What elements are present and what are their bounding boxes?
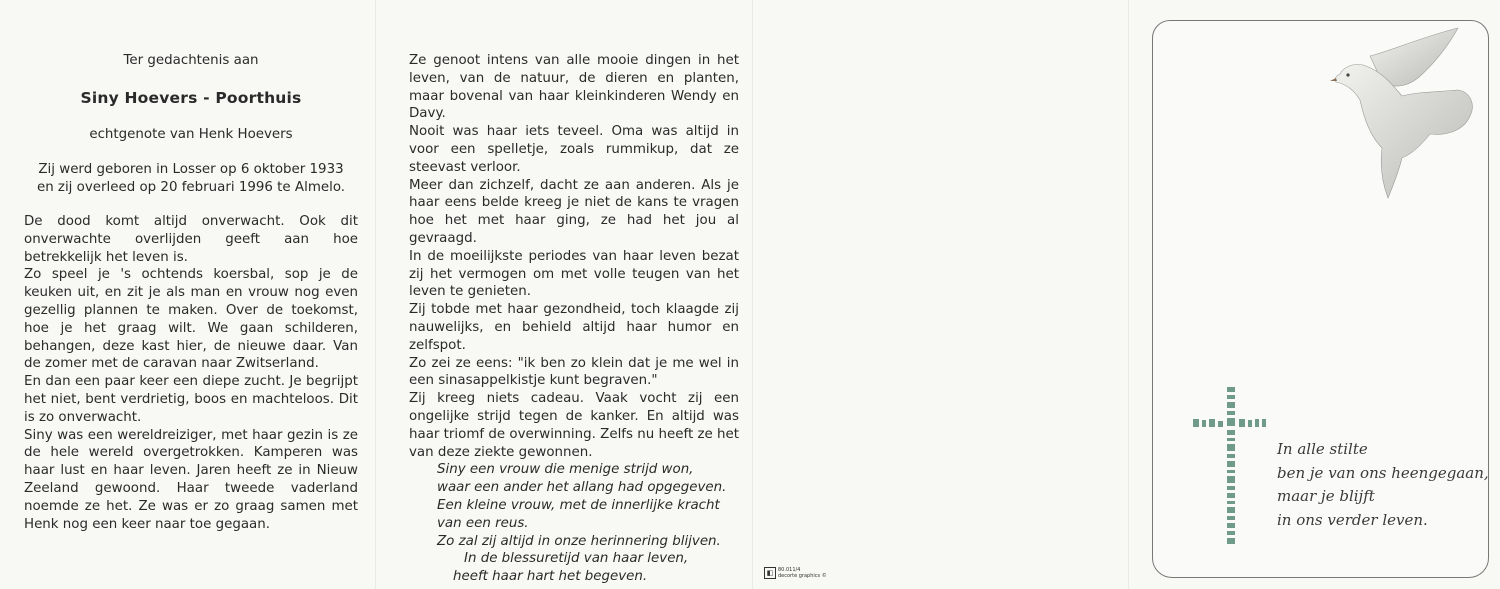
poem-line: waar een ander het allang had opgegeven. bbox=[437, 480, 727, 496]
printer-code: 80.011/4 bbox=[778, 567, 801, 573]
poem-line: Een kleine vrouw, met de innerlijke kracht bbox=[437, 497, 720, 513]
memorial-heading: Ter gedachtenis aan bbox=[123, 53, 259, 68]
cross-icon bbox=[1193, 387, 1273, 547]
fold-line bbox=[375, 0, 376, 589]
paragraph: Siny was een wereldreiziger, met haar gezin is ze de hele wereld overgetrokken. Kamperen was haar lust en haar leven. Jaren heeft ze in Nieuw Zeeland gewoond. Haar tweede vaderland noemde ze het. Ze was er zo graag samen met Henk nog een keer naar toe gegaan. bbox=[24, 427, 358, 532]
life-dates bbox=[24, 161, 358, 197]
poem-line: In de blessuretijd van haar leven, bbox=[464, 551, 689, 567]
fold-line bbox=[752, 0, 753, 589]
poem-line: heeft haar hart het begeven. bbox=[453, 569, 648, 585]
poem-line: Siny een vrouw die menige strijd won, bbox=[437, 462, 694, 478]
deceased-name: Siny Hoevers - Poorthuis bbox=[80, 88, 302, 107]
verse-line: maar je blijft bbox=[1277, 487, 1375, 505]
printer-logo-icon: ◧ bbox=[764, 567, 776, 579]
card-verse bbox=[1277, 438, 1489, 532]
death-line: en zij overleed op 20 februari 1996 te Almelo. bbox=[36, 180, 346, 196]
verse-line: in ons verder leven. bbox=[1277, 510, 1428, 529]
paragraph: Zij kreeg niets cadeau. Vaak vocht zij een ongelijke strijd tegen de kanker. En altijd was haar triomf de overwinning. Zelfs nu heeft ze het van deze ziekte gewonnen. bbox=[409, 391, 739, 460]
paragraph: Ze genoot intens van alle mooie dingen in het leven, van de natuur, de dieren en planten, maar bovenal van haar kleinkinderen Wendy en Davy. bbox=[409, 53, 739, 122]
paragraph: Zo speel je 's ochtends koersbal, sop je de keuken uit, en zit je als man en vrouw nog even gezellig plannen te maken. Over de toekomst, hoe je het graag wilt. We gaan schilderen, behangen, deze kast hier, de nieuwe daar. Van de zomer met de caravan naar Zwitserland. bbox=[24, 267, 358, 372]
spouse-line: echtgenote van Henk Hoevers bbox=[89, 126, 293, 142]
poem-line: van een reus. bbox=[437, 515, 529, 531]
paragraph: Zij tobde met haar gezondheid, toch klaagde zij nauwelijks, en behield altijd haar humor en zelfspot. bbox=[409, 302, 739, 353]
paragraph: In de moeilijkste periodes van haar leven bezat zij het vermogen om met volle teugen van het leven te genieten. bbox=[409, 248, 739, 300]
dove-icon bbox=[1330, 26, 1480, 206]
fold-line bbox=[1128, 0, 1129, 589]
poem bbox=[409, 461, 739, 586]
paragraph: Nooit was haar iets teveel. Oma was altijd in voor een spelletje, zoals rummikup, dat ze steevast verloor. bbox=[409, 124, 739, 175]
printer-logo bbox=[764, 567, 827, 579]
paragraph: Zo zei ze eens: "ik ben zo klein dat je me wel in een sinasappelkistje kunt begraven." bbox=[409, 355, 739, 389]
left-panel bbox=[24, 52, 358, 533]
verse-line: In alle stilte bbox=[1277, 440, 1368, 458]
poem-line: Zo zal zij altijd in onze herinnering blijven. bbox=[437, 533, 721, 549]
paragraph: De dood komt altijd onverwacht. Ook dit onverwachte overlijden geeft aan hoe betrekkelijk het leven is. bbox=[24, 213, 358, 265]
printer-brand: decorte graphics © bbox=[778, 573, 827, 579]
verse-line: ben je van ons heengegaan, bbox=[1277, 463, 1489, 482]
paragraph: En dan een paar keer een diepe zucht. Je begrijpt het niet, bent verdrietig, boos en machteloos. Dit is zo onverwacht. bbox=[24, 374, 358, 425]
birth-line: Zij werd geboren in Losser op 6 oktober 1933 bbox=[38, 162, 344, 178]
paragraph: Meer dan zichzelf, dacht ze aan anderen. Als je haar eens belde kreeg je niet de kans te vragen hoe het met haar ging, ze had het jou al gevraagd. bbox=[409, 177, 739, 246]
middle-panel bbox=[409, 52, 739, 586]
